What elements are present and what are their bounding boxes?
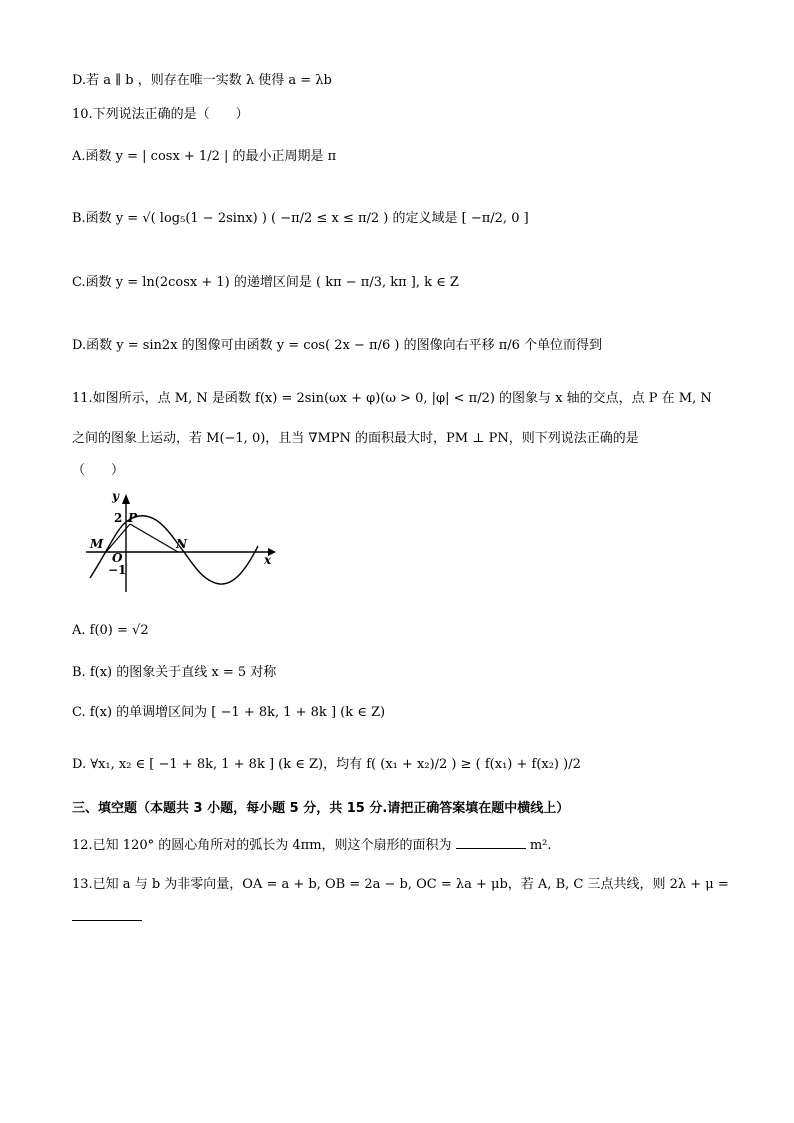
label-neg-one: −1	[108, 563, 127, 577]
line-q9d: D.若 a ∥ b ，则存在唯一实数 λ 使得 a = λb	[72, 73, 332, 88]
segment-pn	[130, 524, 178, 552]
line-q11B: B. f(x) 的图象关于直线 x = 5 对称	[72, 665, 277, 680]
label-two: 2	[114, 511, 123, 525]
line-q11C: C. f(x) 的单调增区间为 [ −1 + 8k, 1 + 8k ] (k ∈ Z)	[72, 705, 386, 720]
label-y: y	[112, 490, 119, 503]
y-axis-arrow	[122, 494, 130, 504]
section-heading: 三、填空题（本题共 3 小题，每小题 5 分，共 15 分.请把正确答案填在题中横线上）	[72, 801, 570, 816]
line-q11b: 之间的图象上运动，若 M(−1, 0)，且当 ∇MPN 的面积最大时，PM ⊥ PN，则下列说法正确的是	[72, 431, 639, 446]
line-q10c: C.函数 y = ln(2cosx + 1) 的递增区间是 ( kπ − π/3, kπ ], k ∈ Z	[72, 275, 459, 290]
q12-text: 12.已知 120° 的圆心角所对的弧长为 4πm，则这个扇形的面积为	[72, 838, 452, 853]
label-m: M	[90, 537, 104, 551]
line-q11c: （ ）	[72, 463, 125, 478]
line-q10d: D.函数 y = sin2x 的图像可由函数 y = cos( 2x − π/6 ) 的图像向右平移 π/6 个单位而得到	[72, 338, 603, 353]
function-graph	[78, 490, 278, 594]
label-p: P	[128, 511, 138, 525]
label-origin: O	[112, 551, 123, 565]
label-x: x	[264, 553, 272, 567]
q12-unit: m².	[529, 838, 552, 853]
answer-blank-q13[interactable]	[72, 920, 142, 921]
line-q11A: A. f(0) = √2	[72, 623, 149, 638]
line-q10b: B.函数 y = √( log₅(1 − 2sinx) ) ( −π/2 ≤ x ≤ π/2 ) 的定义域是 [ −π/2, 0 ]	[72, 211, 529, 226]
line-q11a: 11.如图所示，点 M, N 是函数 f(x) = 2sin(ωx + φ)(ω > 0, |φ| < π/2) 的图象与 x 轴的交点，点 P 在 M, N	[72, 391, 712, 406]
line-q11D: D. ∀x₁, x₂ ∈ [ −1 + 8k, 1 + 8k ] (k ∈ Z)，均有 f( (x₁ + x₂)/2 ) ≥ ( f(x₁) + f(x₂) )/2	[72, 757, 581, 772]
line-q10a: A.函数 y = | cosx + 1/2 | 的最小正周期是 π	[72, 149, 337, 164]
label-n: N	[176, 537, 187, 551]
line-q10: 10.下列说法正确的是（ ）	[72, 107, 249, 122]
answer-blank-q12[interactable]	[456, 836, 526, 849]
line-q13: 13.已知 a 与 b 为非零向量，OA = a + b, OB = 2a − b, OC = λa + μb，若 A, B, C 三点共线，则 2λ + μ =	[72, 877, 729, 892]
line-q12	[72, 836, 551, 855]
